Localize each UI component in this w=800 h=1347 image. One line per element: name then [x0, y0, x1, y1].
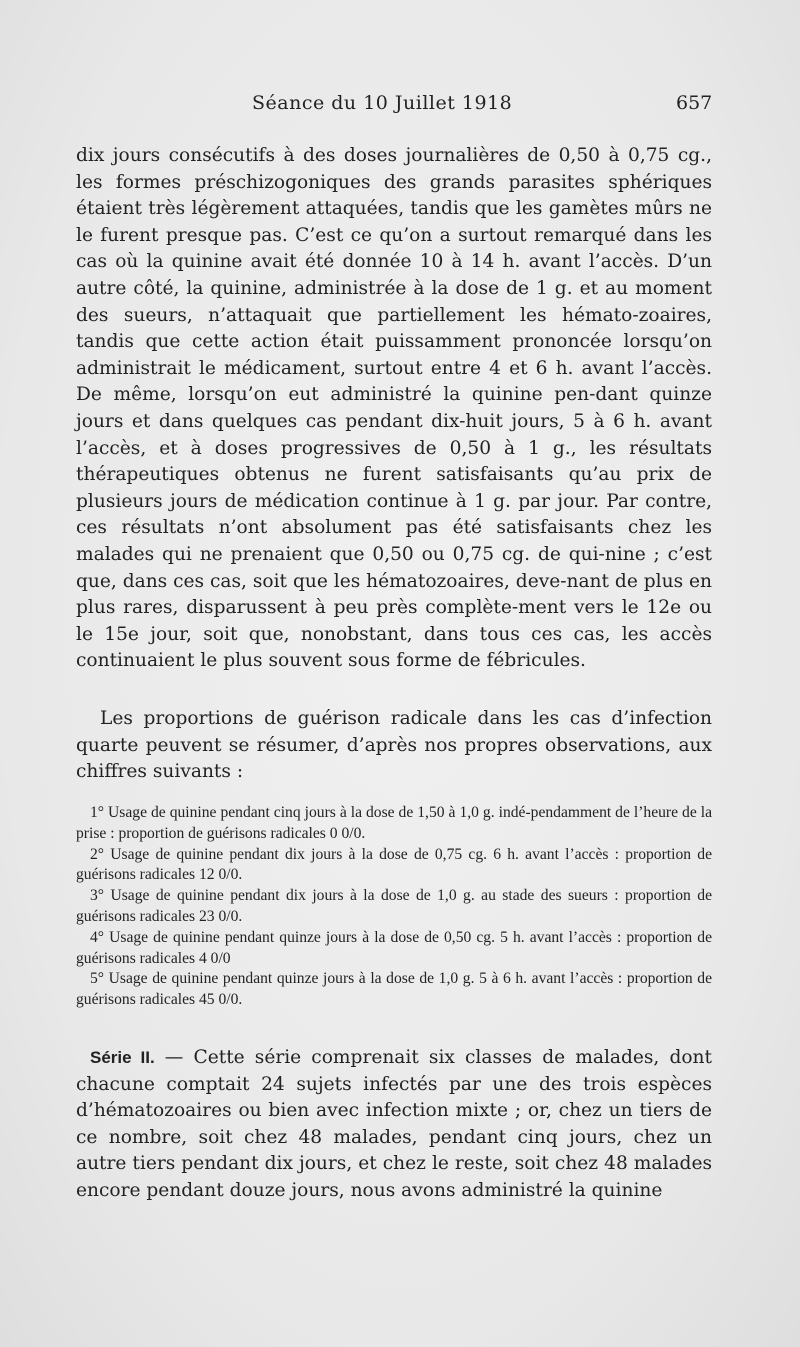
page-number: 657 [676, 92, 713, 114]
body-paragraph-3 [76, 1045, 712, 1205]
running-head-title: Séance du 10 Juillet 1918 [252, 92, 513, 114]
series-paragraph-text: — Cette série comprenait six classes de malades, dont chacune comptait 24 sujets infectés par une des trois espèces d’hématozoaires ou bien avec infection mixte ; or, chez un tiers de ce nombre, soit chez 48 malades, pendant cinq jours, chez un autre tiers pendant dix jours, et chez le reste, soit chez 48 malades encore pendant douze jours, nous avons administré la quinine [76, 1047, 712, 1201]
body-paragraph-1: dix jours consécutifs à des doses journalières de 0,50 à 0,75 cg., les formes préschizogoniques des grands parasites sphériques étaient très légèrement attaquées, tandis que les gamètes mûrs ne le furent presque pas. C’est ce qu’on a surtout remarqué dans les cas où la quinine avait été donnée 10 à 14 h. avant l’accès. D’un autre côté, la quinine, administrée à la dose de 1 g. et au moment des sueurs, n’attaquait que partiellement les hémato-zoaires, tandis que cette action était puissamment prononcée lorsqu’on administrait le médicament, surtout entre 4 et 6 h. avant l’accès. De même, lorsqu’on eut administré la quinine pen-dant quinze jours et dans quelques cas pendant dix-huit jours, 5 à 6 h. avant l’accès, et à doses progressives de 0,50 à 1 g., les résultats thérapeutiques obtenus ne furent satisfaisants qu’au prix de plusieurs jours de médication continue à 1 g. par jour. Par contre, ces résultats n’ont absolument pas été satisfaisants chez les malades qui ne prenaient que 0,50 ou 0,75 cg. de qui-nine ; c’est que, dans ces cas, soit que les hématozoaires, deve-nant de plus en plus rares, disparussent à peu près complète-ment vers le 12e ou le 15e jour, soit que, nonobstant, dans tous ces cas, les accès continuaient le plus souvent sous forme de fébricules. [76, 145, 712, 672]
series-heading: Série II. [90, 1048, 155, 1067]
list-item: 3° Usage de quinine pendant dix jours à la dose de 1,0 g. au stade des sueurs : proportion de guérisons radicales 23 0/0. [76, 887, 712, 925]
list-item: 5° Usage de quinine pendant quinze jours à la dose de 1,0 g. 5 à 6 h. avant l’accès : proportion de guérisons radicales 45 0/0. [76, 970, 712, 1009]
running-head [0, 92, 800, 122]
list-item: 4° Usage de quinine pendant quinze jours à la dose de 0,50 cg. 5 h. avant l’accès : proportion de guérisons radicales 4 0/0 [76, 928, 712, 967]
list-item: 2° Usage de quinine pendant dix jours à la dose de 0,75 cg. 6 h. avant l’accès : proportion de guérisons radicales 12 0/0. [76, 845, 712, 884]
results-list [76, 803, 712, 1011]
list-item: 1° Usage de quinine pendant cinq jours à la dose de 1,50 à 1,0 g. indé-pendamment de l’heure de la prise : proportion de guérisons radicales 0 0/0. [76, 804, 712, 842]
body-paragraph-2: Les proportions de guérison radicale dans les cas d’infection quarte peuvent se résumer, d’après nos propres observations, aux chiffres suivants : [76, 708, 712, 783]
